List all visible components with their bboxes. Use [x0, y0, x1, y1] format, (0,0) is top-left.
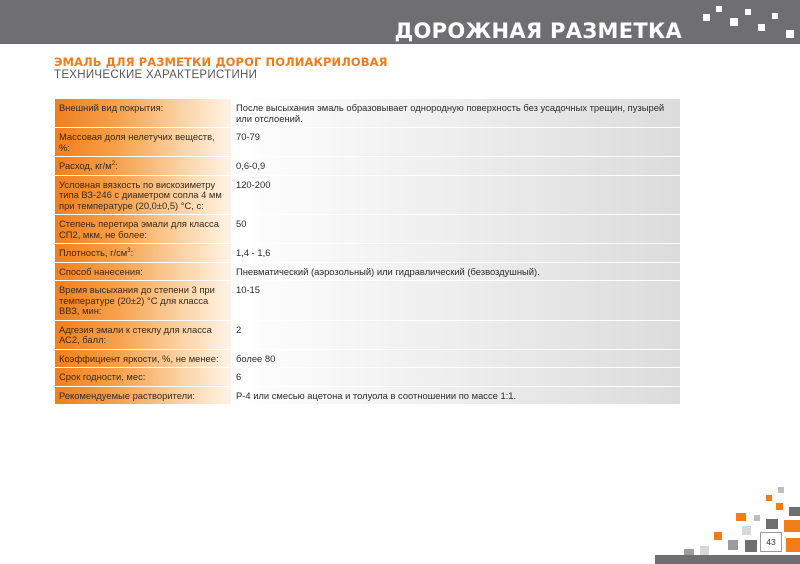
table-row	[55, 350, 680, 369]
spec-label: Условная вязкость по вискозиметру типа ВЗ-246 с диаметром сопла 4 мм при температуре (20,0±0,5) °С, с:	[55, 176, 231, 216]
decor-block	[778, 487, 784, 493]
table-row	[55, 281, 680, 321]
header-decor	[772, 13, 778, 19]
superscript: 2	[111, 161, 116, 167]
spec-value: 1,4 - 1,6	[231, 244, 680, 263]
decor-block	[766, 495, 772, 501]
header-decor	[745, 9, 751, 15]
table-row	[55, 244, 680, 263]
spec-label-text: :	[115, 160, 118, 171]
decor-block	[655, 555, 800, 564]
spec-value: 120-200	[231, 176, 680, 216]
superscript: 3	[127, 248, 131, 254]
table-row	[55, 368, 680, 387]
page-number: 43	[760, 532, 782, 552]
spec-label: Степень перетира эмали для класса СП2, мкм, не более:	[55, 215, 231, 244]
decor-block	[728, 540, 738, 550]
spec-label: Время высыхания до степени 3 при температуре (20±2) °С для класса ВВЗ, мин:	[55, 281, 231, 321]
spec-value: После высыхания эмаль образовывает однородную поверхность без усадочных трещин, пузырей или отслоений.	[231, 99, 680, 128]
spec-value: Пневматический (аэрозольный) или гидравлический (безвоздушный).	[231, 263, 680, 282]
spec-label	[55, 244, 231, 263]
spec-label	[55, 157, 231, 176]
specs-table	[55, 99, 680, 405]
spec-label: Коэффициент яркости, %, не менее:	[55, 350, 231, 369]
table-row	[55, 99, 680, 128]
decor-block	[700, 546, 709, 555]
spec-label: Срок годности, мес:	[55, 368, 231, 387]
table-row	[55, 176, 680, 216]
table-row	[55, 263, 680, 282]
decor-block	[736, 513, 746, 521]
decor-block	[766, 519, 778, 529]
spec-value: Р-4 или смесью ацетона и толуола в соотношении по массе 1:1.	[231, 387, 680, 406]
decor-block	[789, 507, 800, 516]
table-row	[55, 128, 680, 157]
section-subtitle: ТЕХНИЧЕСКИЕ ХАРАКТЕРИСТИНИ	[54, 69, 258, 81]
page-title: ДОРОЖНАЯ РАЗМЕТКА	[394, 19, 682, 43]
section-title: ЭМАЛЬ ДЛЯ РАЗМЕТКИ ДОРОГ ПОЛИАКРИЛОВАЯ	[54, 55, 388, 69]
header-decor	[786, 30, 794, 38]
spec-label-text: Плотность, г/см	[59, 247, 128, 258]
spec-value: 70-79	[231, 128, 680, 157]
spec-label-text: :	[130, 247, 134, 258]
spec-label-text: Расход, кг/м	[59, 160, 112, 171]
spec-value: 2	[231, 321, 680, 350]
table-row	[55, 321, 680, 350]
decor-block	[776, 503, 783, 510]
header-decor	[703, 14, 710, 21]
table-row	[55, 157, 680, 176]
spec-label: Адгезия эмали к стеклу для класса АС2, балл:	[55, 321, 231, 350]
decor-block	[742, 526, 751, 535]
table-row	[55, 387, 680, 406]
decor-block	[784, 520, 800, 532]
decor-block	[786, 538, 800, 552]
decor-block	[754, 515, 760, 521]
spec-label: Внешний вид покрытия:	[55, 99, 231, 128]
spec-value: 6	[231, 368, 680, 387]
decor-block	[745, 540, 757, 552]
spec-label: Рекомендуемые растворители:	[55, 387, 231, 406]
spec-value: более 80	[231, 350, 680, 369]
spec-value: 0,6-0,9	[231, 157, 680, 176]
header-decor	[730, 18, 738, 26]
spec-label: Массовая доля нелетучих веществ, %:	[55, 128, 231, 157]
decor-block	[714, 532, 722, 540]
spec-value: 10-15	[231, 281, 680, 321]
spec-label: Способ нанесения:	[55, 263, 231, 282]
table-row	[55, 215, 680, 244]
header-decor	[716, 6, 722, 12]
decor-block	[684, 549, 694, 555]
spec-value: 50	[231, 215, 680, 244]
header-decor	[758, 24, 765, 31]
